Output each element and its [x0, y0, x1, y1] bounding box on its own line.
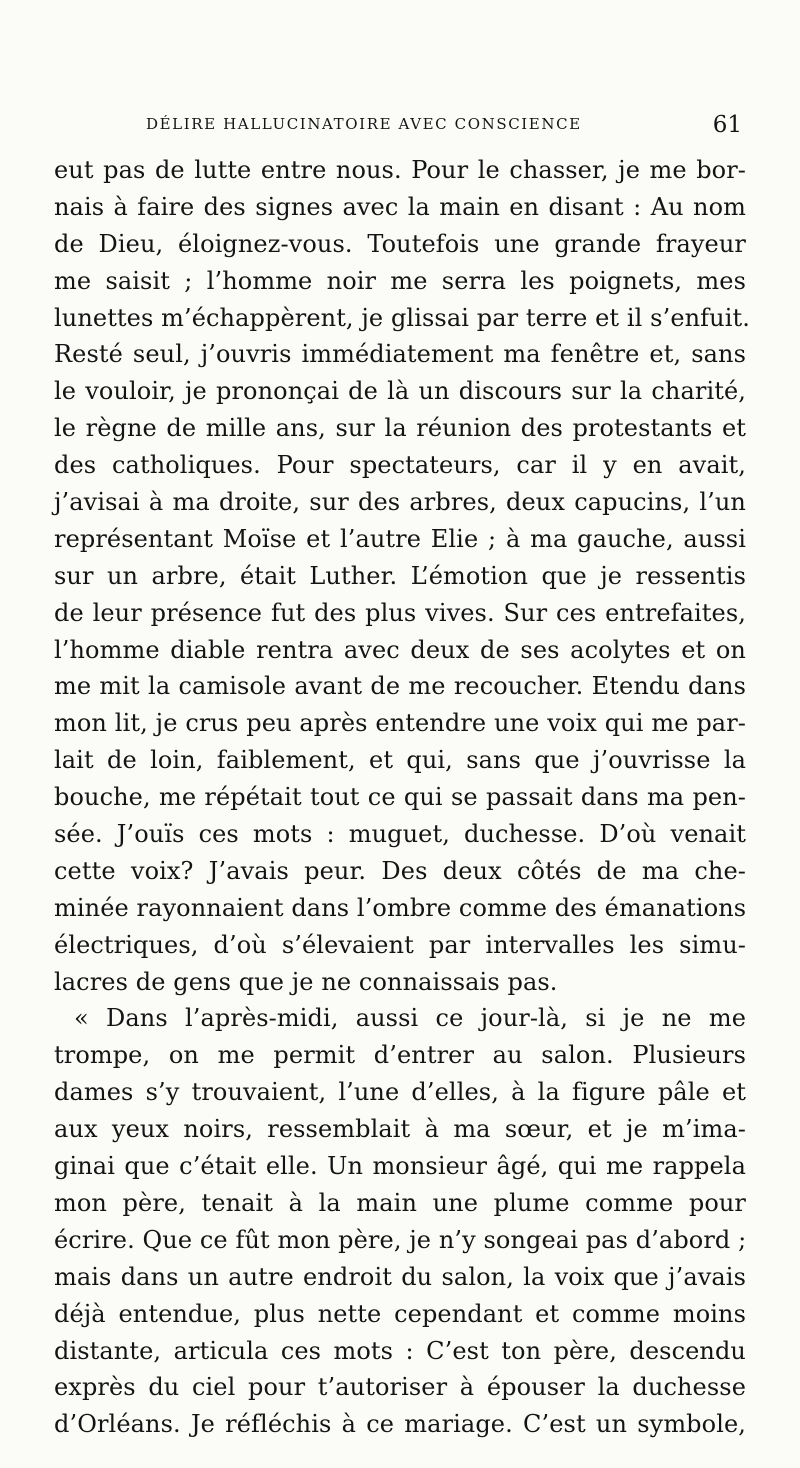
running-title: DÉLIRE HALLUCINATOIRE AVEC CONSCIENCE: [146, 115, 582, 133]
text-line: d’Orléans. Je réfléchis à ce mariage. C’est un symbole,: [54, 1410, 746, 1439]
text-line: trompe, on me permit d’entrer au salon. Plusieurs: [54, 1041, 746, 1070]
text-line: eut pas de lutte entre nous. Pour le chasser, je me bor-: [54, 156, 746, 184]
text-line: de Dieu, éloignez-vous. Toutefois une grande frayeur: [54, 229, 746, 258]
text-line: le règne de mille ans, sur la réunion des protestants et: [54, 414, 746, 443]
text-line: de leur présence fut des plus vives. Sur ces entrefaites,: [54, 598, 746, 627]
text-line: mon lit, je crus peu après entendre une voix qui me par-: [54, 709, 746, 738]
paragraph-start-line: « Dans l’après-midi, aussi ce jour-là, si je ne me: [74, 1004, 746, 1033]
text-line: lait de loin, faiblement, et qui, sans que j’ouvrisse la: [54, 746, 746, 775]
text-line: déjà entendue, plus nette cependant et comme moins: [54, 1299, 746, 1328]
text-line: mon père, tenait à la main une plume comme pour: [54, 1188, 746, 1217]
text-line: dames s’y trouvaient, l’une d’elles, à la figure pâle et: [54, 1078, 746, 1107]
body-text: [54, 152, 750, 1443]
text-line: Resté seul, j’ouvris immédiatement ma fenêtre et, sans: [54, 340, 746, 369]
text-line: bouche, me répétait tout ce qui se passait dans ma pen-: [54, 783, 746, 812]
text-line: lunettes m’échappèrent, je glissai par terre et il s’enfuit.: [54, 303, 750, 332]
text-line: aux yeux noirs, ressemblait à ma sœur, et je m’ima-: [54, 1115, 746, 1144]
text-line: l’homme diable rentra avec deux de ses acolytes et on: [54, 635, 746, 664]
text-line: distante, articula ces mots : C’est ton père, descendu: [54, 1336, 746, 1365]
page-number: 61: [712, 112, 742, 138]
text-line: mais dans un autre endroit du salon, la voix que j’avais: [54, 1262, 746, 1291]
text-line: ginai que c’était elle. Un monsieur âgé, qui me rappela: [54, 1152, 746, 1181]
text-line: le vouloir, je prononçai de là un discours sur la charité,: [54, 377, 746, 406]
text-line: sur un arbre, était Luther. L’émotion que je ressentis: [54, 561, 746, 590]
text-line: cette voix? J’avais peur. Des deux côtés de ma che-: [54, 856, 746, 885]
text-line: minée rayonnaient dans l’ombre comme des émanations: [54, 893, 747, 922]
paragraph-end-line: lacres de gens que je ne connaissais pas.: [54, 967, 558, 996]
text-line: me mit la camisole avant de me recoucher. Etendu dans: [54, 672, 746, 701]
text-line: électriques, d’où s’élevaient par intervalles les simu-: [54, 930, 746, 959]
text-line: me saisit ; l’homme noir me serra les poignets, mes: [54, 266, 746, 295]
text-line: écrire. Que ce fût mon père, je n’y songeai pas d’abord ;: [54, 1225, 747, 1254]
running-head: [54, 112, 746, 142]
text-line: représentant Moïse et l’autre Elie ; à ma gauche, aussi: [54, 524, 746, 553]
text-line: j’avisai à ma droite, sur des arbres, deux capucins, l’un: [54, 488, 746, 517]
text-line: nais à faire des signes avec la main en disant : Au nom: [54, 192, 746, 221]
text-line: sée. J’ouïs ces mots : muguet, duchesse. D’où venait: [54, 820, 746, 849]
text-line: exprès du ciel pour t’autoriser à épouser la duchesse: [54, 1373, 746, 1402]
text-line: des catholiques. Pour spectateurs, car il y en avait,: [54, 451, 746, 480]
